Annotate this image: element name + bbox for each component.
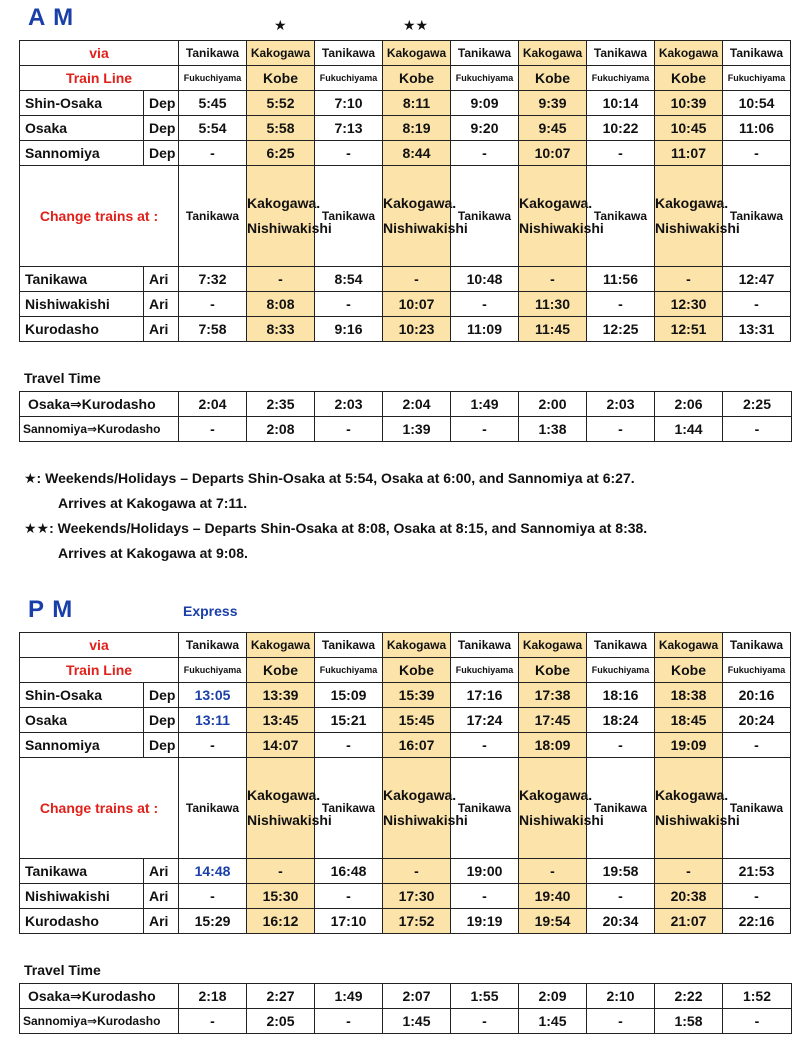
am-time-cell: 7:10	[315, 91, 383, 116]
pm-dep-row	[20, 733, 791, 758]
pm-time-cell: 18:16	[587, 683, 655, 708]
am-change-row	[20, 166, 791, 267]
pm-arr-row	[20, 859, 791, 884]
am-arr-type: Ari	[144, 292, 179, 317]
pm-change-row	[20, 758, 791, 859]
pm-time-cell: 15:30	[247, 884, 315, 909]
pm-time-cell: -	[587, 884, 655, 909]
pm-time-cell: 20:24	[723, 708, 791, 733]
pm-travel-cell: 1:45	[383, 1009, 451, 1034]
am-dep-row	[20, 116, 791, 141]
am-station-name: Tanikawa	[20, 267, 144, 292]
am-time-cell: 9:20	[451, 116, 519, 141]
pm-travel-cell: 1:52	[723, 984, 792, 1009]
pm-time-cell: 20:16	[723, 683, 791, 708]
am-time-cell: -	[247, 267, 315, 292]
am-time-cell: -	[655, 267, 723, 292]
am-timetable	[19, 40, 791, 342]
pm-travel-row	[20, 1009, 792, 1034]
am-travel-cell: 2:03	[315, 392, 383, 417]
pm-time-cell: 13:11	[179, 708, 247, 733]
am-time-cell: 11:07	[655, 141, 723, 166]
am-line-cell: Kobe	[383, 66, 451, 91]
am-line-cell: Kobe	[655, 66, 723, 91]
am-time-cell: -	[451, 141, 519, 166]
pm-change-cell: Kakogawa. Nishiwakishi	[519, 758, 587, 859]
pm-travel-route: Sannomiya⇒Kurodasho	[20, 1009, 179, 1034]
pm-time-cell: -	[451, 884, 519, 909]
pm-time-cell: 13:05	[179, 683, 247, 708]
pm-via-cell: Tanikawa	[723, 633, 791, 658]
pm-line-cell: Fukuchiyama	[723, 658, 791, 683]
am-travel-cell: -	[179, 417, 247, 442]
am-line-cell: Fukuchiyama	[179, 66, 247, 91]
pm-time-cell: -	[519, 859, 587, 884]
am-travel-cell: -	[315, 417, 383, 442]
am-line-cell: Fukuchiyama	[451, 66, 519, 91]
am-dep-type: Dep	[144, 91, 179, 116]
am-change-cell: Kakogawa. Nishiwakishi	[519, 166, 587, 267]
am-travel-cell: 2:35	[247, 392, 315, 417]
pm-time-cell: 13:39	[247, 683, 315, 708]
am-via-cell: Tanikawa	[315, 41, 383, 66]
am-line-row	[20, 66, 791, 91]
am-arr-type: Ari	[144, 267, 179, 292]
am-time-cell: -	[315, 292, 383, 317]
am-travel-cell: 2:03	[587, 392, 655, 417]
pm-time-cell: 17:38	[519, 683, 587, 708]
pm-change-cell: Tanikawa	[587, 758, 655, 859]
pm-arr-type: Ari	[144, 884, 179, 909]
am-time-cell: 7:13	[315, 116, 383, 141]
pm-line-cell: Fukuchiyama	[179, 658, 247, 683]
am-travel-route: Sannomiya⇒Kurodasho	[20, 417, 179, 442]
pm-via-row	[20, 633, 791, 658]
am-via-cell: Tanikawa	[723, 41, 791, 66]
am-time-cell: 9:16	[315, 317, 383, 342]
pm-time-cell: -	[723, 884, 791, 909]
pm-line-cell: Fukuchiyama	[451, 658, 519, 683]
pm-time-cell: 21:53	[723, 859, 791, 884]
pm-time-cell: 16:07	[383, 733, 451, 758]
am-change-cell: Kakogawa. Nishiwakishi	[655, 166, 723, 267]
am-change-cell: Tanikawa	[723, 166, 791, 267]
pm-change-cell: Tanikawa	[451, 758, 519, 859]
pm-time-cell: -	[383, 859, 451, 884]
am-time-cell: 13:31	[723, 317, 791, 342]
pm-travel-cell: 2:27	[247, 984, 315, 1009]
am-via-row	[20, 41, 791, 66]
am-via-cell: Kakogawa	[247, 41, 315, 66]
am-change-cell: Kakogawa. Nishiwakishi	[247, 166, 315, 267]
pm-time-cell: 20:34	[587, 909, 655, 934]
pm-line-cell: Kobe	[247, 658, 315, 683]
am-time-cell: 12:30	[655, 292, 723, 317]
pm-station-name: Sannomiya	[20, 733, 144, 758]
am-travel-cell: -	[587, 417, 655, 442]
pm-change-cell: Tanikawa	[315, 758, 383, 859]
pm-time-cell: -	[315, 733, 383, 758]
pm-dep-type: Dep	[144, 733, 179, 758]
am-time-cell: 12:47	[723, 267, 791, 292]
am-travel-cell: 1:38	[519, 417, 587, 442]
pm-via-cell: Tanikawa	[587, 633, 655, 658]
am-via-cell: Tanikawa	[451, 41, 519, 66]
am-travel-cell: 2:04	[179, 392, 247, 417]
pm-time-cell: -	[723, 733, 791, 758]
am-time-cell: -	[315, 141, 383, 166]
am-change-label: Change trains at :	[20, 166, 179, 267]
am-travel-row	[20, 392, 792, 417]
am-line-cell: Kobe	[247, 66, 315, 91]
am-time-cell: -	[587, 141, 655, 166]
am-note-1	[24, 466, 635, 516]
pm-line-cell: Fukuchiyama	[587, 658, 655, 683]
pm-arr-type: Ari	[144, 859, 179, 884]
pm-time-cell: 13:45	[247, 708, 315, 733]
pm-dep-row	[20, 708, 791, 733]
am-travel-cell: 2:08	[247, 417, 315, 442]
am-dep-row	[20, 91, 791, 116]
pm-time-cell: 14:07	[247, 733, 315, 758]
pm-time-cell: 21:07	[655, 909, 723, 934]
am-travel-cell: 2:04	[383, 392, 451, 417]
pm-travel-cell: 1:45	[519, 1009, 587, 1034]
pm-time-cell: 19:58	[587, 859, 655, 884]
pm-express-label: Express	[183, 603, 238, 619]
am-time-cell: 5:45	[179, 91, 247, 116]
pm-station-name: Tanikawa	[20, 859, 144, 884]
pm-time-cell: 19:19	[451, 909, 519, 934]
am-note-2-line1: ★★: Weekends/Holidays – Departs Shin-Osaka at 8:08, Osaka at 8:15, and Sannomiya at 8:38.	[24, 520, 648, 536]
am-arr-row	[20, 267, 791, 292]
am-time-cell: -	[723, 141, 791, 166]
pm-time-cell: 18:09	[519, 733, 587, 758]
am-travel-cell: -	[451, 417, 519, 442]
pm-change-cell: Kakogawa. Nishiwakishi	[655, 758, 723, 859]
pm-travel-time-table	[19, 983, 792, 1034]
pm-timetable	[19, 632, 791, 934]
am-line-cell: Fukuchiyama	[587, 66, 655, 91]
am-star-marker-2: ★★	[403, 17, 429, 33]
am-change-cell: Tanikawa	[587, 166, 655, 267]
pm-time-cell: 16:12	[247, 909, 315, 934]
am-station-name: Kurodasho	[20, 317, 144, 342]
am-time-cell: 10:14	[587, 91, 655, 116]
pm-time-cell: 19:09	[655, 733, 723, 758]
pm-time-cell: 14:48	[179, 859, 247, 884]
pm-travel-cell: 2:22	[655, 984, 723, 1009]
am-via-label: via	[20, 41, 179, 66]
pm-time-cell: 19:40	[519, 884, 587, 909]
pm-change-cell: Kakogawa. Nishiwakishi	[247, 758, 315, 859]
pm-line-cell: Kobe	[519, 658, 587, 683]
pm-time-cell: 18:45	[655, 708, 723, 733]
pm-travel-time-title: Travel Time	[24, 962, 101, 978]
pm-line-cell: Kobe	[383, 658, 451, 683]
am-time-cell: 8:44	[383, 141, 451, 166]
pm-travel-cell: 1:58	[655, 1009, 723, 1034]
am-travel-cell: 2:00	[519, 392, 587, 417]
am-time-cell: 10:54	[723, 91, 791, 116]
pm-line-cell: Kobe	[655, 658, 723, 683]
pm-station-name: Osaka	[20, 708, 144, 733]
pm-time-cell: -	[451, 733, 519, 758]
am-via-cell: Kakogawa	[383, 41, 451, 66]
am-arr-type: Ari	[144, 317, 179, 342]
pm-time-cell: 20:38	[655, 884, 723, 909]
pm-time-cell: 17:10	[315, 909, 383, 934]
am-time-cell: -	[179, 141, 247, 166]
pm-time-cell: 17:45	[519, 708, 587, 733]
pm-time-cell: 18:38	[655, 683, 723, 708]
am-line-cell: Fukuchiyama	[723, 66, 791, 91]
am-time-cell: 12:25	[587, 317, 655, 342]
pm-time-cell: 19:00	[451, 859, 519, 884]
pm-travel-cell: 2:18	[179, 984, 247, 1009]
am-time-cell: 6:25	[247, 141, 315, 166]
am-station-name: Nishiwakishi	[20, 292, 144, 317]
pm-travel-cell: -	[587, 1009, 655, 1034]
pm-time-cell: 15:21	[315, 708, 383, 733]
pm-via-cell: Tanikawa	[451, 633, 519, 658]
pm-travel-cell: -	[315, 1009, 383, 1034]
am-line-cell: Fukuchiyama	[315, 66, 383, 91]
am-time-cell: 11:56	[587, 267, 655, 292]
pm-travel-cell: -	[451, 1009, 519, 1034]
pm-via-cell: Kakogawa	[519, 633, 587, 658]
am-time-cell: -	[587, 292, 655, 317]
am-travel-time-title: Travel Time	[24, 370, 101, 386]
am-travel-cell: 1:44	[655, 417, 723, 442]
am-time-cell: 10:39	[655, 91, 723, 116]
am-time-cell: 11:09	[451, 317, 519, 342]
am-travel-route: Osaka⇒Kurodasho	[20, 392, 179, 417]
am-time-cell: 12:51	[655, 317, 723, 342]
am-travel-row	[20, 417, 792, 442]
am-change-cell: Tanikawa	[315, 166, 383, 267]
pm-travel-cell: -	[723, 1009, 792, 1034]
pm-time-cell: 17:24	[451, 708, 519, 733]
am-travel-cell: 1:39	[383, 417, 451, 442]
pm-via-cell: Kakogawa	[383, 633, 451, 658]
pm-time-cell: 18:24	[587, 708, 655, 733]
am-time-cell: 7:32	[179, 267, 247, 292]
pm-via-cell: Kakogawa	[247, 633, 315, 658]
am-via-cell: Tanikawa	[587, 41, 655, 66]
pm-time-cell: -	[587, 733, 655, 758]
am-time-cell: 5:58	[247, 116, 315, 141]
pm-change-cell: Kakogawa. Nishiwakishi	[383, 758, 451, 859]
am-note-1-line1: ★: Weekends/Holidays – Departs Shin-Osaka at 5:54, Osaka at 6:00, and Sannomiya at 6:27.	[24, 470, 635, 486]
am-time-cell: 10:07	[383, 292, 451, 317]
pm-change-label: Change trains at :	[20, 758, 179, 859]
am-arr-row	[20, 317, 791, 342]
am-time-cell: 7:58	[179, 317, 247, 342]
pm-time-cell: 16:48	[315, 859, 383, 884]
am-travel-cell: 1:49	[451, 392, 519, 417]
am-time-cell: 5:52	[247, 91, 315, 116]
am-section-title: A M	[28, 4, 75, 31]
pm-section-title: P M	[28, 596, 74, 623]
am-time-cell: 10:22	[587, 116, 655, 141]
am-time-cell: 11:06	[723, 116, 791, 141]
am-change-cell: Kakogawa. Nishiwakishi	[383, 166, 451, 267]
pm-change-cell: Tanikawa	[179, 758, 247, 859]
pm-time-cell: 15:45	[383, 708, 451, 733]
pm-dep-type: Dep	[144, 683, 179, 708]
pm-time-cell: 15:39	[383, 683, 451, 708]
pm-time-cell: -	[315, 884, 383, 909]
am-time-cell: 11:30	[519, 292, 587, 317]
am-star-marker-1: ★	[274, 17, 287, 33]
pm-time-cell: 17:16	[451, 683, 519, 708]
am-dep-row	[20, 141, 791, 166]
pm-station-name: Nishiwakishi	[20, 884, 144, 909]
am-travel-time-table	[19, 391, 792, 442]
pm-time-cell: -	[655, 859, 723, 884]
am-time-cell: 8:33	[247, 317, 315, 342]
am-note-2	[24, 516, 647, 566]
am-time-cell: -	[451, 292, 519, 317]
pm-arr-row	[20, 909, 791, 934]
pm-station-name: Kurodasho	[20, 909, 144, 934]
pm-time-cell: 15:09	[315, 683, 383, 708]
am-time-cell: 9:39	[519, 91, 587, 116]
pm-line-row	[20, 658, 791, 683]
am-time-cell: -	[519, 267, 587, 292]
pm-line-cell: Fukuchiyama	[315, 658, 383, 683]
am-line-cell: Kobe	[519, 66, 587, 91]
pm-time-cell: 17:30	[383, 884, 451, 909]
pm-change-cell: Tanikawa	[723, 758, 791, 859]
pm-time-cell: -	[179, 733, 247, 758]
pm-dep-type: Dep	[144, 708, 179, 733]
pm-dep-row	[20, 683, 791, 708]
pm-via-cell: Tanikawa	[315, 633, 383, 658]
pm-travel-cell: 2:07	[383, 984, 451, 1009]
am-time-cell: 8:11	[383, 91, 451, 116]
pm-travel-cell: 2:05	[247, 1009, 315, 1034]
am-travel-cell: -	[723, 417, 792, 442]
am-station-name: Osaka	[20, 116, 144, 141]
pm-travel-row	[20, 984, 792, 1009]
am-note-1-line2: Arrives at Kakogawa at 7:11.	[58, 495, 248, 511]
pm-time-cell: 22:16	[723, 909, 791, 934]
pm-time-cell: -	[179, 884, 247, 909]
am-change-cell: Tanikawa	[179, 166, 247, 267]
am-via-cell: Kakogawa	[519, 41, 587, 66]
pm-travel-cell: 1:49	[315, 984, 383, 1009]
pm-via-label: via	[20, 633, 179, 658]
am-time-cell: 11:45	[519, 317, 587, 342]
am-dep-type: Dep	[144, 116, 179, 141]
pm-travel-cell: 2:09	[519, 984, 587, 1009]
pm-travel-cell: -	[179, 1009, 247, 1034]
am-time-cell: 8:54	[315, 267, 383, 292]
am-station-name: Shin-Osaka	[20, 91, 144, 116]
am-time-cell: 10:45	[655, 116, 723, 141]
am-station-name: Sannomiya	[20, 141, 144, 166]
am-travel-cell: 2:06	[655, 392, 723, 417]
am-time-cell: 10:23	[383, 317, 451, 342]
pm-line-label: Train Line	[20, 658, 179, 683]
pm-via-cell: Tanikawa	[179, 633, 247, 658]
am-change-cell: Tanikawa	[451, 166, 519, 267]
am-time-cell: -	[179, 292, 247, 317]
am-via-cell: Kakogawa	[655, 41, 723, 66]
am-time-cell: 8:19	[383, 116, 451, 141]
am-time-cell: 9:09	[451, 91, 519, 116]
am-via-cell: Tanikawa	[179, 41, 247, 66]
pm-travel-cell: 1:55	[451, 984, 519, 1009]
am-time-cell: -	[723, 292, 791, 317]
am-time-cell: 10:48	[451, 267, 519, 292]
pm-arr-row	[20, 884, 791, 909]
pm-time-cell: -	[247, 859, 315, 884]
am-travel-cell: 2:25	[723, 392, 792, 417]
pm-time-cell: 17:52	[383, 909, 451, 934]
pm-time-cell: 15:29	[179, 909, 247, 934]
pm-via-cell: Kakogawa	[655, 633, 723, 658]
am-time-cell: 9:45	[519, 116, 587, 141]
am-time-cell: -	[383, 267, 451, 292]
pm-travel-route: Osaka⇒Kurodasho	[20, 984, 179, 1009]
am-dep-type: Dep	[144, 141, 179, 166]
am-time-cell: 10:07	[519, 141, 587, 166]
am-time-cell: 8:08	[247, 292, 315, 317]
am-arr-row	[20, 292, 791, 317]
am-time-cell: 5:54	[179, 116, 247, 141]
pm-travel-cell: 2:10	[587, 984, 655, 1009]
am-note-2-line2: Arrives at Kakogawa at 9:08.	[58, 545, 248, 561]
am-line-label: Train Line	[20, 66, 179, 91]
pm-arr-type: Ari	[144, 909, 179, 934]
pm-station-name: Shin-Osaka	[20, 683, 144, 708]
pm-time-cell: 19:54	[519, 909, 587, 934]
